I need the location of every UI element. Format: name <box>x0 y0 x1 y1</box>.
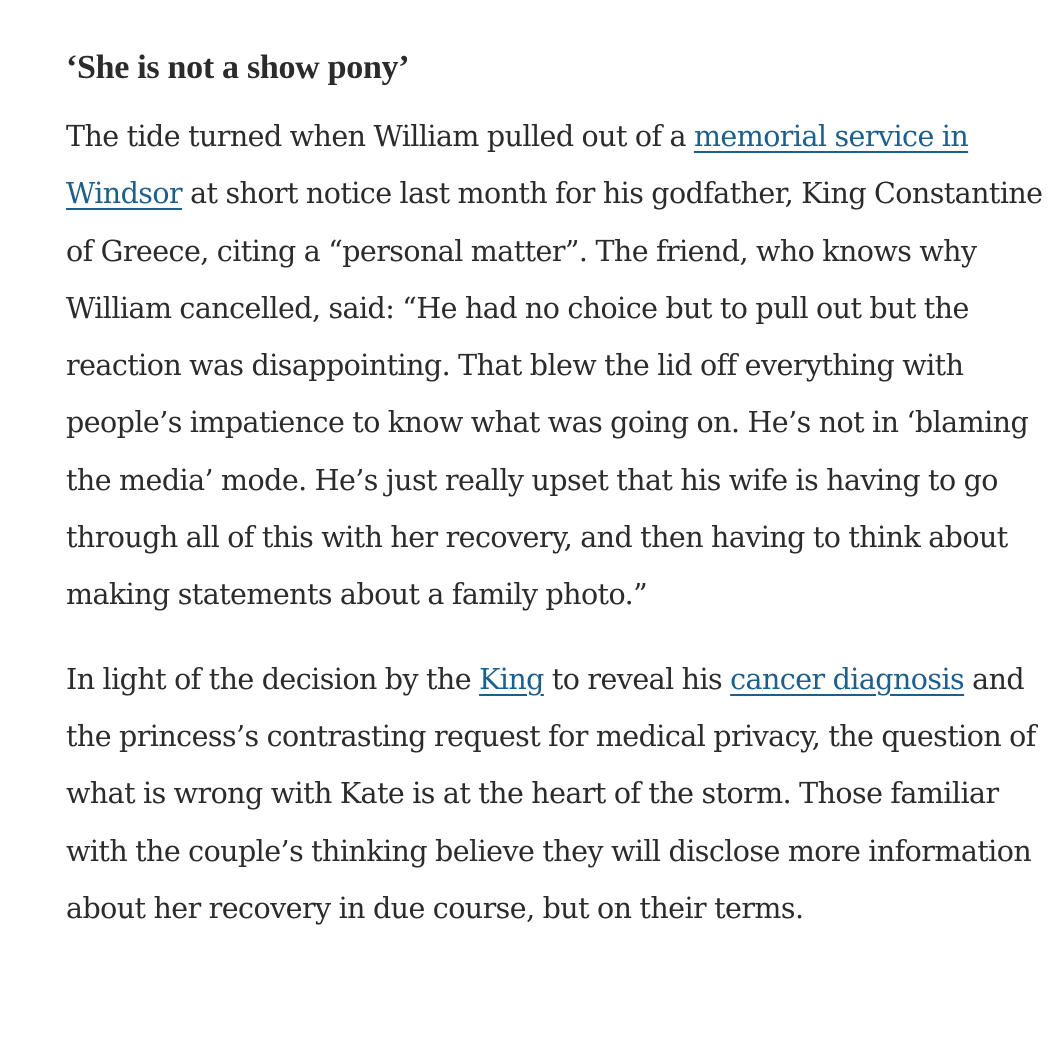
cancer-diagnosis-link[interactable]: cancer diagnosis <box>730 662 965 696</box>
section-subheading: ‘She is not a show pony’ <box>66 49 410 86</box>
paragraph-2 <box>66 651 1051 937</box>
king-link[interactable]: King <box>479 662 544 696</box>
paragraph-2-text-start: In light of the decision by the <box>66 662 480 696</box>
article-body <box>66 38 1051 937</box>
paragraph-2-text-rest: and the princess’s contrasting request for medical privacy, the question of what is wrong with Kate is at the heart of the storm. Those familiar with the couple’s thinking believe they will disclose more information about her recovery in due course, but on their terms. <box>66 662 1036 925</box>
paragraph-2-text-middle: to reveal his <box>543 662 731 696</box>
paragraph-1-text-rest: at short notice last month for his godfather, King Constantine of Greece, citing a “personal matter”. The friend, who knows why William cancelled, said: “He had no choice but to pull out but the reaction was disappointing. That blew the lid off everything with people’s impatience to know what was going on. He’s not in ‘blaming the media’ mode. He’s just really upset that his wife is having to go through all of this with her recovery, and then having to think about making statements about a family photo.” <box>66 177 1043 612</box>
paragraph-1-text-start: The tide turned when William pulled out of a <box>66 120 694 153</box>
paragraph-1 <box>66 108 1051 624</box>
memorial-service-link[interactable]: memorial service in Windsor <box>66 120 969 211</box>
